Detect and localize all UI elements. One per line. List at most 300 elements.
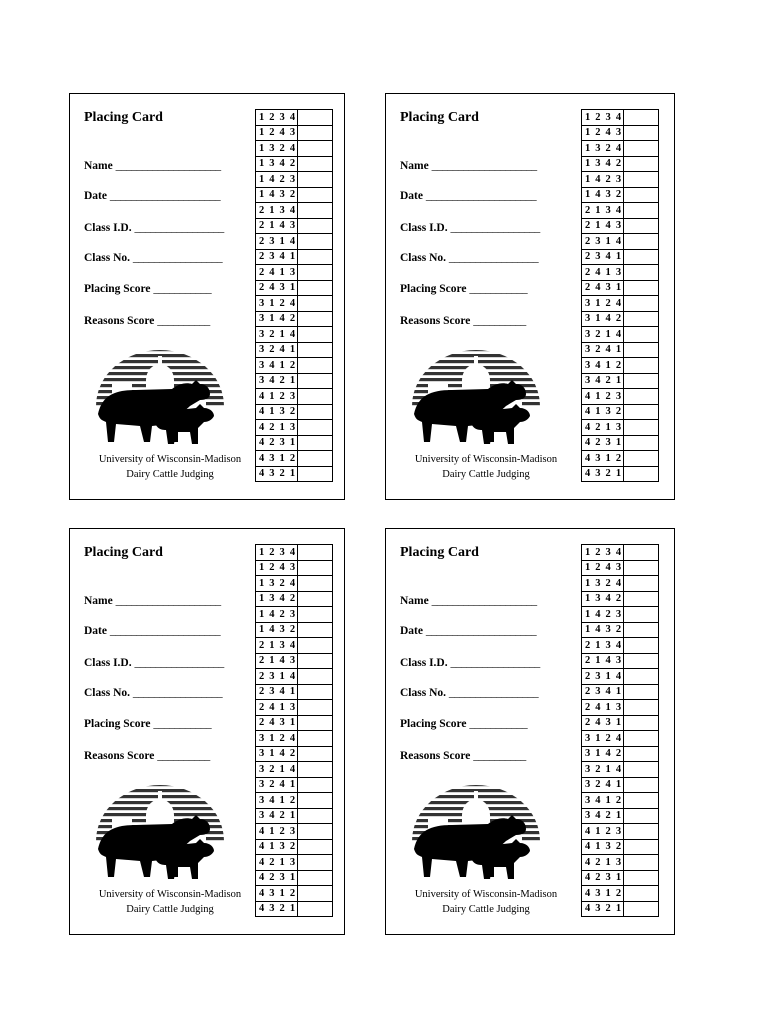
placing-grid: [581, 544, 659, 917]
card-field[interactable]: [84, 222, 224, 234]
placing-check-box[interactable]: [624, 327, 659, 343]
field-blank-line[interactable]: _________________: [450, 657, 540, 669]
placing-check-box[interactable]: [298, 435, 333, 451]
placing-check-box[interactable]: [298, 746, 333, 762]
placing-order: 2 1 4 3: [256, 218, 298, 234]
placing-check-box[interactable]: [298, 249, 333, 265]
footer-university: University of Wisconsin-Madison: [414, 889, 558, 900]
placing-order: 1 3 4 2: [256, 591, 298, 607]
placing-check-box[interactable]: [298, 234, 333, 250]
placing-check-box[interactable]: [624, 793, 659, 809]
field-label: Class I.D.: [400, 657, 448, 669]
placing-order: 4 3 1 2: [582, 451, 624, 467]
placing-order: 3 1 4 2: [582, 746, 624, 762]
placing-check-box[interactable]: [298, 110, 333, 126]
placing-row: [256, 545, 333, 561]
field-blank-line[interactable]: ____________________: [431, 160, 537, 172]
card-field[interactable]: [84, 283, 211, 295]
placing-check-box[interactable]: [624, 373, 659, 389]
placing-row: [256, 342, 333, 358]
field-blank-line[interactable]: ____________________: [115, 595, 221, 607]
placing-order: 1 3 2 4: [582, 141, 624, 157]
placing-check-box[interactable]: [298, 265, 333, 281]
placing-order: 3 1 2 4: [582, 296, 624, 312]
placing-check-box[interactable]: [298, 855, 333, 871]
placing-check-box[interactable]: [624, 342, 659, 358]
placing-check-box[interactable]: [624, 762, 659, 778]
placing-row: [256, 607, 333, 623]
placing-row: [582, 622, 659, 638]
placing-check-box[interactable]: [624, 576, 659, 592]
field-blank-line[interactable]: _________________: [448, 252, 539, 264]
placing-row: [256, 777, 333, 793]
placing-order: 4 3 2 1: [256, 901, 298, 917]
placing-order: 4 2 1 3: [582, 855, 624, 871]
placing-check-box[interactable]: [624, 296, 659, 312]
placing-check-box[interactable]: [624, 638, 659, 654]
card-field[interactable]: [84, 625, 220, 637]
placing-row: [256, 560, 333, 576]
placing-row: [256, 684, 333, 700]
placing-order: 4 3 1 2: [256, 451, 298, 467]
placing-check-box[interactable]: [624, 700, 659, 716]
placing-check-box[interactable]: [298, 342, 333, 358]
placing-check-box[interactable]: [298, 901, 333, 917]
placing-check-box[interactable]: [624, 715, 659, 731]
placing-check-box[interactable]: [624, 839, 659, 855]
placing-check-box[interactable]: [624, 172, 659, 188]
field-label: Class I.D.: [84, 657, 132, 669]
placing-order: 4 3 1 2: [582, 886, 624, 902]
placing-check-box[interactable]: [298, 280, 333, 296]
placing-row: [256, 311, 333, 327]
placing-order: 1 2 3 4: [582, 545, 624, 561]
placing-check-box[interactable]: [624, 156, 659, 172]
field-blank-line[interactable]: __________: [157, 750, 210, 762]
placing-check-box[interactable]: [298, 545, 333, 561]
placing-check-box[interactable]: [624, 777, 659, 793]
placing-order: 3 4 1 2: [256, 793, 298, 809]
placing-check-box[interactable]: [298, 311, 333, 327]
field-label: Name: [400, 160, 429, 172]
placing-check-box[interactable]: [624, 218, 659, 234]
field-blank-line[interactable]: ___________: [153, 718, 212, 730]
placing-check-box[interactable]: [624, 141, 659, 157]
card-field[interactable]: [400, 160, 537, 172]
placing-order: 4 3 2 1: [582, 901, 624, 917]
placing-check-box[interactable]: [298, 638, 333, 654]
placing-check-box[interactable]: [624, 808, 659, 824]
placing-check-box[interactable]: [624, 886, 659, 902]
placing-order: 4 2 3 1: [582, 435, 624, 451]
card-field[interactable]: [84, 657, 224, 669]
placing-order: 1 3 4 2: [582, 591, 624, 607]
field-blank-line[interactable]: _________________: [450, 222, 540, 234]
placing-check-box[interactable]: [298, 187, 333, 203]
placing-row: [256, 793, 333, 809]
placing-order: 1 3 2 4: [256, 141, 298, 157]
placing-check-box[interactable]: [624, 545, 659, 561]
placing-check-box[interactable]: [298, 793, 333, 809]
placing-check-box[interactable]: [624, 901, 659, 917]
card-field[interactable]: [400, 687, 538, 699]
placing-check-box[interactable]: [624, 560, 659, 576]
placing-row: [582, 607, 659, 623]
field-blank-line[interactable]: _________________: [134, 222, 224, 234]
placing-check-box[interactable]: [298, 218, 333, 234]
card-field[interactable]: [400, 315, 526, 327]
placing-check-box[interactable]: [624, 684, 659, 700]
placing-order: 2 1 3 4: [256, 638, 298, 654]
placing-order: 3 2 1 4: [256, 762, 298, 778]
card-title: Placing Card: [400, 545, 479, 560]
placing-row: [582, 746, 659, 762]
field-blank-line[interactable]: _____________________: [109, 625, 221, 637]
placing-check-box[interactable]: [624, 435, 659, 451]
placing-order: 2 3 4 1: [582, 249, 624, 265]
placing-row: [256, 187, 333, 203]
placing-check-box[interactable]: [298, 358, 333, 374]
placing-row: [582, 731, 659, 747]
placing-check-box[interactable]: [298, 669, 333, 685]
placing-check-box[interactable]: [298, 731, 333, 747]
placing-row: [582, 560, 659, 576]
footer-university: University of Wisconsin-Madison: [98, 889, 242, 900]
field-blank-line[interactable]: _____________________: [425, 190, 537, 202]
placing-order: 3 4 2 1: [582, 808, 624, 824]
placing-row: [582, 545, 659, 561]
card-field[interactable]: [84, 750, 210, 762]
placing-check-box[interactable]: [624, 466, 659, 482]
placing-order: 1 2 3 4: [582, 110, 624, 126]
placing-check-box[interactable]: [624, 451, 659, 467]
placing-check-box[interactable]: [298, 141, 333, 157]
field-label: Date: [84, 625, 107, 637]
placing-check-box[interactable]: [624, 653, 659, 669]
card-title: Placing Card: [84, 110, 163, 125]
placing-row: [582, 296, 659, 312]
placing-row: [582, 808, 659, 824]
placing-check-box[interactable]: [298, 684, 333, 700]
placing-row: [256, 435, 333, 451]
placing-card: [385, 93, 675, 500]
placing-row: [256, 731, 333, 747]
card-field[interactable]: [84, 252, 222, 264]
field-blank-line[interactable]: _________________: [134, 657, 224, 669]
field-blank-line[interactable]: ___________: [469, 718, 528, 730]
placing-row: [256, 746, 333, 762]
field-label: Reasons Score: [84, 750, 155, 762]
field-blank-line[interactable]: ____________________: [431, 595, 537, 607]
placing-check-box[interactable]: [298, 420, 333, 436]
placing-check-box[interactable]: [298, 886, 333, 902]
field-blank-line[interactable]: __________: [473, 315, 526, 327]
footer-university: University of Wisconsin-Madison: [414, 454, 558, 465]
footer-program: Dairy Cattle Judging: [442, 469, 530, 480]
placing-row: [582, 466, 659, 482]
placing-order: 1 2 4 3: [256, 560, 298, 576]
placing-order: 1 3 2 4: [582, 576, 624, 592]
placing-order: 2 4 3 1: [582, 280, 624, 296]
placing-order: 1 3 4 2: [256, 156, 298, 172]
card-field[interactable]: [400, 595, 537, 607]
placing-row: [582, 327, 659, 343]
placing-order: 4 1 3 2: [256, 404, 298, 420]
placing-check-box[interactable]: [298, 870, 333, 886]
placing-check-box[interactable]: [624, 622, 659, 638]
field-label: Class No.: [400, 252, 447, 264]
placing-order: 1 4 3 2: [256, 622, 298, 638]
placing-row: [256, 203, 333, 219]
placing-check-box[interactable]: [298, 389, 333, 405]
placing-check-box[interactable]: [624, 249, 659, 265]
field-label: Reasons Score: [84, 315, 155, 327]
placing-order: 2 3 4 1: [256, 249, 298, 265]
placing-check-box[interactable]: [624, 358, 659, 374]
placing-order: 3 4 2 1: [256, 808, 298, 824]
placing-check-box[interactable]: [298, 404, 333, 420]
placing-order: 4 1 3 2: [582, 404, 624, 420]
placing-order: 4 3 1 2: [256, 886, 298, 902]
field-blank-line[interactable]: _________________: [132, 252, 223, 264]
card-field[interactable]: [400, 657, 540, 669]
placing-row: [582, 110, 659, 126]
placing-order: 3 1 4 2: [582, 311, 624, 327]
placing-check-box[interactable]: [624, 125, 659, 141]
placing-order: 2 3 4 1: [256, 684, 298, 700]
field-label: Date: [400, 190, 423, 202]
card-field[interactable]: [84, 160, 221, 172]
placing-order: 1 2 4 3: [582, 560, 624, 576]
placing-row: [582, 451, 659, 467]
placing-order: 4 2 1 3: [582, 420, 624, 436]
placing-check-box[interactable]: [298, 653, 333, 669]
placing-order: 3 2 4 1: [582, 342, 624, 358]
placing-check-box[interactable]: [298, 296, 333, 312]
placing-check-box[interactable]: [298, 203, 333, 219]
field-blank-line[interactable]: _____________________: [425, 625, 537, 637]
placing-order: 1 2 4 3: [582, 125, 624, 141]
placing-card: [69, 528, 345, 935]
card-field[interactable]: [400, 283, 527, 295]
placing-order: 3 1 4 2: [256, 311, 298, 327]
placing-row: [256, 762, 333, 778]
placing-order: 2 3 4 1: [582, 684, 624, 700]
placing-row: [256, 839, 333, 855]
card-field[interactable]: [400, 190, 536, 202]
placing-check-box[interactable]: [624, 265, 659, 281]
field-blank-line[interactable]: __________: [473, 750, 526, 762]
placing-row: [582, 824, 659, 840]
placing-check-box[interactable]: [624, 855, 659, 871]
placing-check-box[interactable]: [298, 700, 333, 716]
placing-order: 2 4 3 1: [256, 280, 298, 296]
placing-row: [582, 669, 659, 685]
placing-row: [582, 700, 659, 716]
placing-order: 2 1 3 4: [256, 203, 298, 219]
placing-row: [582, 420, 659, 436]
field-blank-line[interactable]: _________________: [132, 687, 223, 699]
card-field[interactable]: [84, 718, 211, 730]
placing-check-box[interactable]: [624, 389, 659, 405]
placing-row: [582, 777, 659, 793]
placing-row: [256, 669, 333, 685]
placing-row: [256, 358, 333, 374]
placing-order: 1 2 3 4: [256, 545, 298, 561]
footer-university: University of Wisconsin-Madison: [98, 454, 242, 465]
placing-order: 2 4 1 3: [256, 700, 298, 716]
placing-check-box[interactable]: [298, 715, 333, 731]
placing-row: [256, 638, 333, 654]
card-field[interactable]: [400, 222, 540, 234]
placing-check-box[interactable]: [624, 234, 659, 250]
placing-order: 2 1 4 3: [582, 653, 624, 669]
placing-check-box[interactable]: [298, 327, 333, 343]
placing-row: [582, 234, 659, 250]
placing-order: 3 2 1 4: [256, 327, 298, 343]
placing-row: [582, 684, 659, 700]
placing-order: 4 1 3 2: [256, 839, 298, 855]
placing-check-box[interactable]: [624, 591, 659, 607]
placing-order: 3 2 1 4: [582, 327, 624, 343]
placing-check-box[interactable]: [298, 839, 333, 855]
placing-check-box[interactable]: [298, 172, 333, 188]
placing-check-box[interactable]: [298, 824, 333, 840]
field-blank-line[interactable]: _____________________: [109, 190, 221, 202]
placing-order: 4 2 3 1: [582, 870, 624, 886]
placing-row: [582, 762, 659, 778]
placing-order: 1 2 4 3: [256, 125, 298, 141]
field-label: Class No.: [84, 252, 131, 264]
placing-check-box[interactable]: [298, 125, 333, 141]
placing-row: [256, 125, 333, 141]
placing-row: [256, 172, 333, 188]
footer-program: Dairy Cattle Judging: [126, 469, 214, 480]
placing-check-box[interactable]: [624, 746, 659, 762]
placing-check-box[interactable]: [298, 451, 333, 467]
placing-order: 3 2 4 1: [582, 777, 624, 793]
placing-order: 4 1 2 3: [582, 389, 624, 405]
placing-row: [582, 576, 659, 592]
placing-row: [582, 141, 659, 157]
footer-program: Dairy Cattle Judging: [442, 904, 530, 915]
card-field[interactable]: [84, 595, 221, 607]
placing-check-box[interactable]: [298, 373, 333, 389]
placing-order: 2 3 1 4: [256, 669, 298, 685]
placing-check-box[interactable]: [624, 420, 659, 436]
field-blank-line[interactable]: _________________: [448, 687, 539, 699]
placing-check-box[interactable]: [624, 203, 659, 219]
placing-check-box[interactable]: [298, 607, 333, 623]
card-field[interactable]: [400, 750, 526, 762]
placing-order: 4 1 2 3: [256, 824, 298, 840]
field-blank-line[interactable]: ___________: [469, 283, 528, 295]
field-label: Placing Score: [400, 718, 467, 730]
placing-row: [582, 311, 659, 327]
placing-order: 2 1 4 3: [582, 218, 624, 234]
placing-row: [256, 110, 333, 126]
placing-row: [582, 715, 659, 731]
placing-order: 2 4 1 3: [582, 265, 624, 281]
placing-check-box[interactable]: [298, 762, 333, 778]
card-field[interactable]: [84, 687, 222, 699]
placing-row: [582, 218, 659, 234]
placing-check-box[interactable]: [298, 808, 333, 824]
placing-order: 4 3 2 1: [256, 466, 298, 482]
card-field[interactable]: [84, 190, 220, 202]
field-label: Class I.D.: [400, 222, 448, 234]
placing-order: 1 3 4 2: [582, 156, 624, 172]
placing-order: 2 1 3 4: [582, 203, 624, 219]
footer-program: Dairy Cattle Judging: [126, 904, 214, 915]
placing-check-box[interactable]: [624, 280, 659, 296]
placing-row: [256, 855, 333, 871]
placing-check-box[interactable]: [624, 311, 659, 327]
placing-row: [582, 839, 659, 855]
card-field[interactable]: [400, 625, 536, 637]
placing-check-box[interactable]: [298, 622, 333, 638]
placing-row: [256, 404, 333, 420]
placing-order: 2 4 1 3: [256, 265, 298, 281]
placing-order: 4 1 2 3: [256, 389, 298, 405]
field-blank-line[interactable]: __________: [157, 315, 210, 327]
placing-check-box[interactable]: [624, 404, 659, 420]
field-label: Class No.: [400, 687, 447, 699]
placing-check-box[interactable]: [624, 607, 659, 623]
placing-row: [256, 389, 333, 405]
field-label: Placing Score: [400, 283, 467, 295]
placing-row: [582, 249, 659, 265]
placing-row: [582, 886, 659, 902]
card-field[interactable]: [84, 315, 210, 327]
placing-order: 3 1 2 4: [582, 731, 624, 747]
placing-row: [582, 591, 659, 607]
placing-order: 4 2 1 3: [256, 420, 298, 436]
placing-row: [582, 358, 659, 374]
placing-order: 3 2 4 1: [256, 342, 298, 358]
placing-order: 2 1 3 4: [582, 638, 624, 654]
placing-row: [582, 203, 659, 219]
placing-check-box[interactable]: [624, 110, 659, 126]
placing-order: 2 4 3 1: [582, 715, 624, 731]
placing-check-box[interactable]: [298, 156, 333, 172]
field-label: Name: [84, 595, 113, 607]
placing-check-box[interactable]: [624, 824, 659, 840]
placing-row: [582, 125, 659, 141]
placing-check-box[interactable]: [624, 187, 659, 203]
placing-check-box[interactable]: [624, 870, 659, 886]
placing-check-box[interactable]: [298, 560, 333, 576]
placing-check-box[interactable]: [298, 777, 333, 793]
placing-order: 3 4 1 2: [582, 358, 624, 374]
card-field[interactable]: [400, 718, 527, 730]
placing-check-box[interactable]: [624, 669, 659, 685]
placing-row: [582, 187, 659, 203]
placing-order: 3 1 4 2: [256, 746, 298, 762]
placing-check-box[interactable]: [624, 731, 659, 747]
field-blank-line[interactable]: ___________: [153, 283, 212, 295]
placing-row: [256, 156, 333, 172]
placing-row: [582, 265, 659, 281]
capitol-cows-logo: [408, 344, 544, 450]
placing-check-box[interactable]: [298, 466, 333, 482]
card-field[interactable]: [400, 252, 538, 264]
field-blank-line[interactable]: ____________________: [115, 160, 221, 172]
placing-check-box[interactable]: [298, 591, 333, 607]
placing-order: 1 4 2 3: [582, 172, 624, 188]
placing-check-box[interactable]: [298, 576, 333, 592]
placing-row: [256, 451, 333, 467]
